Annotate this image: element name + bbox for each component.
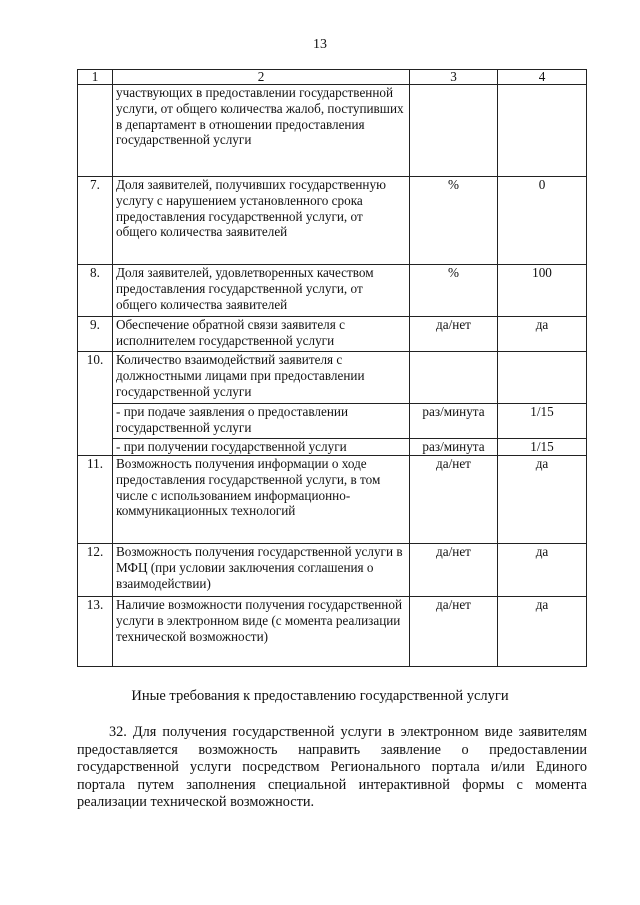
row-unit — [410, 352, 498, 404]
row-value — [498, 85, 587, 177]
row-unit: раз/минута — [410, 439, 498, 456]
page-number: 13 — [313, 37, 327, 52]
header-cell: 1 — [78, 70, 113, 85]
row-text: Обеспечение обратной связи заявителя с исполнителем государственной услуги — [113, 317, 410, 352]
table-row — [78, 544, 587, 597]
section-heading: Иные требования к предоставлению государственной услуги — [131, 688, 509, 704]
row-value: да — [498, 544, 587, 597]
row-unit: да/нет — [410, 317, 498, 352]
paragraph-32: 32. Для получения государственной услуги в электронном виде заявителям предоставляется возможность направить заявление о предоставлении государственной услуги посредством Регионального портала и/или Единого портала путем заполнения специальной интерактивной формы с момента реализации технической возможности. — [77, 724, 587, 810]
row-unit: % — [410, 177, 498, 265]
row-value: 0 — [498, 177, 587, 265]
row-number: 11. — [78, 456, 113, 544]
row-text: - при получении государственной услуги — [113, 439, 410, 456]
row-value: 100 — [498, 265, 587, 317]
row-number: 7. — [78, 177, 113, 265]
row-text: Наличие возможности получения государственной услуги в электронном виде (с момента реализации технической возможности) — [113, 597, 410, 667]
row-text: Возможность получения информации о ходе предоставления государственной услуги, в том числе с использованием информационно-коммуникационных технологий — [113, 456, 410, 544]
row-text: Доля заявителей, удовлетворенных качеством предоставления государственной услуги, от общего количества заявителей — [113, 265, 410, 317]
indicators-table — [77, 69, 587, 667]
row-number — [78, 85, 113, 177]
row-unit: раз/минута — [410, 404, 498, 439]
table-row — [78, 317, 587, 352]
row-value — [498, 352, 587, 404]
header-cell: 2 — [113, 70, 410, 85]
row-value: да — [498, 456, 587, 544]
row-text: Количество взаимодействий заявителя с должностными лицами при предоставлении государственной услуги — [113, 352, 410, 404]
row-text: Возможность получения государственной услуги в МФЦ (при условии заключения соглашения о взаимодействии) — [113, 544, 410, 597]
row-text: Доля заявителей, получивших государственную услугу с нарушением установленного срока предоставления государственной услуги, от общего количества заявителей — [113, 177, 410, 265]
header-cell: 3 — [410, 70, 498, 85]
row-text: участвующих в предоставлении государственной услуги, от общего количества жалоб, поступивших в департамент в отношении предоставления государственной услуги — [113, 85, 410, 177]
row-unit: да/нет — [410, 456, 498, 544]
row-unit: % — [410, 265, 498, 317]
row-number: 10. — [78, 352, 113, 456]
row-number: 13. — [78, 597, 113, 667]
table-row — [78, 85, 587, 177]
row-value: да — [498, 317, 587, 352]
table-row — [78, 404, 587, 439]
row-value: да — [498, 597, 587, 667]
row-value: 1/15 — [498, 404, 587, 439]
row-text: - при подаче заявления о предоставлении государственной услуги — [113, 404, 410, 439]
row-unit — [410, 85, 498, 177]
table-row — [78, 352, 587, 404]
row-value: 1/15 — [498, 439, 587, 456]
table-row — [78, 177, 587, 265]
row-unit: да/нет — [410, 597, 498, 667]
table-row — [78, 265, 587, 317]
row-number: 8. — [78, 265, 113, 317]
row-unit: да/нет — [410, 544, 498, 597]
row-number: 9. — [78, 317, 113, 352]
header-cell: 4 — [498, 70, 587, 85]
table-row — [78, 456, 587, 544]
table-header-row — [78, 70, 587, 85]
table-row — [78, 439, 587, 456]
row-number: 12. — [78, 544, 113, 597]
table-row — [78, 597, 587, 667]
